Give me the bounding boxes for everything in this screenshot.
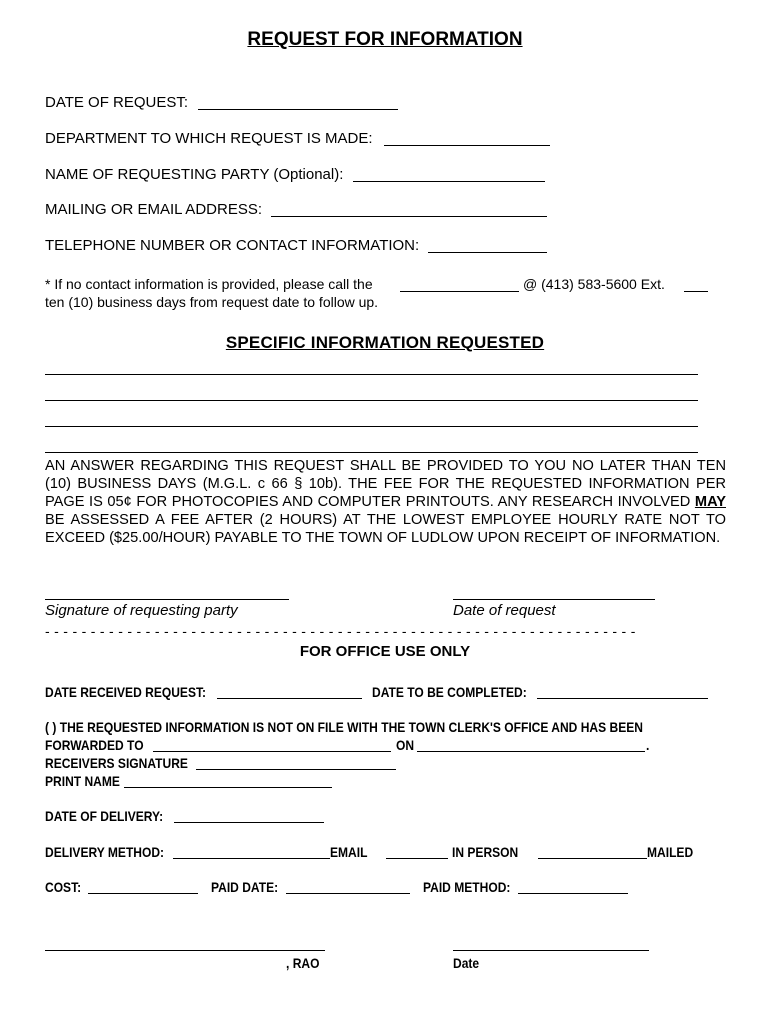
- date-received-field[interactable]: [217, 698, 362, 699]
- paid-method-label: PAID METHOD:: [423, 879, 511, 895]
- cost-label: COST:: [45, 879, 82, 895]
- department-field[interactable]: [384, 145, 550, 146]
- on-label: ON: [396, 737, 415, 753]
- paid-method-field[interactable]: [518, 893, 628, 894]
- info-line-4[interactable]: [45, 452, 698, 453]
- not-on-file-checkbox[interactable]: ( ) THE REQUESTED INFORMATION IS NOT ON FILE WITH THE TOWN CLERK'S OFFICE AND HAS BEEN: [45, 719, 643, 735]
- info-line-2[interactable]: [45, 400, 698, 401]
- mailing-address-label: MAILING OR EMAIL ADDRESS:: [45, 201, 262, 218]
- office-use-heading: FOR OFFICE USE ONLY: [299, 643, 471, 660]
- telephone-field[interactable]: [428, 252, 547, 253]
- receivers-signature-field[interactable]: [196, 769, 396, 770]
- rao-signature-field[interactable]: [45, 950, 325, 951]
- info-line-1[interactable]: [45, 374, 698, 375]
- date-of-delivery-label: DATE OF DELIVERY:: [45, 808, 164, 824]
- in-person-method-field[interactable]: [386, 858, 448, 859]
- date-of-request-label: DATE OF REQUEST:: [45, 94, 189, 111]
- forwarded-to-label: FORWARDED TO: [45, 737, 144, 753]
- rao-date-label: Date: [453, 955, 480, 971]
- requesting-party-field[interactable]: [353, 181, 545, 182]
- delivery-method-label: DELIVERY METHOD:: [45, 844, 165, 860]
- date-completed-field[interactable]: [537, 698, 708, 699]
- info-line-3[interactable]: [45, 426, 698, 427]
- mailing-address-field[interactable]: [271, 216, 547, 217]
- cost-field[interactable]: [88, 893, 198, 894]
- in-person-label: IN PERSON: [452, 844, 519, 860]
- paid-date-label: PAID DATE:: [211, 879, 279, 895]
- notice-part2: BE ASSESSED A FEE AFTER (2 HOURS) AT THE LOWEST EMPLOYEE HOURLY RATE NOT TO EXCEED ($25.00/HOUR) PAYABLE TO THE TOWN OF LUDLOW UPON RECEIPT OF INFORMATION.: [45, 512, 726, 546]
- print-name-label: PRINT NAME: [45, 773, 120, 789]
- department-label: DEPARTMENT TO WHICH REQUEST IS MADE:: [45, 130, 373, 147]
- date-completed-label: DATE TO BE COMPLETED:: [372, 684, 527, 700]
- cut-line: - - - - - - - - - - - - - - - - - - - - - - - - - - - - - - - - - - - - - - - - - - - - - - - - - - - - - - - - - - - - - - - - -: [45, 623, 636, 639]
- mailed-method-field[interactable]: [538, 858, 647, 859]
- request-date-field[interactable]: [453, 599, 655, 600]
- date-received-label: DATE RECEIVED REQUEST:: [45, 684, 207, 700]
- date-of-request-field[interactable]: [198, 109, 398, 110]
- email-label: EMAIL: [330, 844, 368, 860]
- contact-phone: @ (413) 583-5600 Ext.: [523, 276, 665, 292]
- notice-may: MAY: [694, 494, 726, 510]
- forwarded-to-field[interactable]: [153, 751, 391, 752]
- request-date-label: Date of request: [453, 602, 556, 619]
- receivers-signature-label: RECEIVERS SIGNATURE: [45, 755, 188, 771]
- notice-part1: AN ANSWER REGARDING THIS REQUEST SHALL BE PROVIDED TO YOU NO LATER THAN TEN (10) BUSINESS DAYS (M.G.L. c 66 § 10b). THE FEE FOR THE REQUESTED INFORMATION PER PAGE IS 05¢ FOR PHOTOCOPIES AND COMPUTER PRINTOUTS. ANY RESEARCH INVOLVED: [45, 458, 726, 510]
- email-method-field[interactable]: [173, 858, 330, 859]
- telephone-label: TELEPHONE NUMBER OR CONTACT INFORMATION:: [45, 237, 420, 254]
- forwarded-on-field[interactable]: [417, 751, 645, 752]
- contact-note-prefix: * If no contact information is provided, please call the: [45, 276, 373, 292]
- requesting-party-label: NAME OF REQUESTING PARTY (Optional):: [45, 166, 344, 183]
- extension-field[interactable]: [684, 291, 708, 292]
- contact-person-field[interactable]: [400, 291, 519, 292]
- rao-date-field[interactable]: [453, 950, 649, 951]
- paid-date-field[interactable]: [286, 893, 410, 894]
- forwarded-period: .: [646, 737, 650, 753]
- signature-field[interactable]: [45, 599, 289, 600]
- contact-note-line2: ten (10) business days from request date to follow up.: [45, 294, 379, 310]
- specific-info-heading: SPECIFIC INFORMATION REQUESTED: [225, 333, 545, 352]
- date-of-delivery-field[interactable]: [174, 822, 324, 823]
- rao-label: , RAO: [286, 955, 320, 971]
- signature-label: Signature of requesting party: [45, 602, 238, 619]
- mailed-label: MAILED: [647, 844, 694, 860]
- form-title: REQUEST FOR INFORMATION: [247, 29, 523, 50]
- print-name-field[interactable]: [124, 787, 332, 788]
- fee-notice: [45, 457, 726, 547]
